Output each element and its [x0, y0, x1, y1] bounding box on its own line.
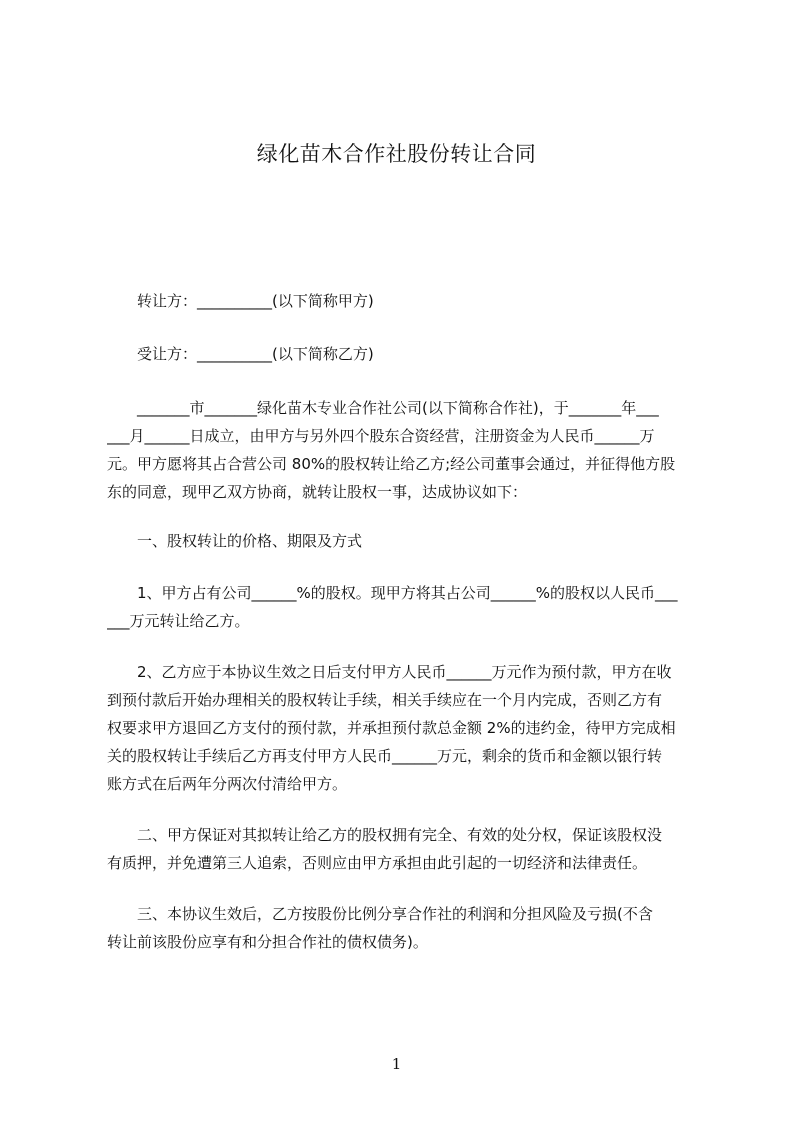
document-title: 绿化苗木合作社股份转让合同: [256, 142, 537, 166]
intro-paragraph-line: 东的同意，现甲乙双方协商，就转让股权一事，达成协议如下：: [107, 483, 528, 501]
section-heading-1: 一、股权转让的价格、期限及方式: [107, 532, 363, 550]
clause-1-line: ___万元转让给乙方。: [107, 612, 250, 630]
page-number: 1: [391, 1055, 402, 1073]
intro-paragraph-line: ___月______日成立，由甲方与另外四个股东合资经营，注册资金为人民币______万: [107, 427, 655, 445]
clause-2-line: 权要求甲方退回乙方支付的预付款，并承担预付款总金额 2%的违约金，待甲方完成相: [107, 719, 676, 737]
transferee-line: 受让方：__________(以下简称乙方): [107, 345, 374, 363]
section-2-line: 二、甲方保证对其拟转让给乙方的股权拥有完全、有效的处分权，保证该股权没: [107, 826, 663, 844]
clause-1-line: 1、甲方占有公司______%的股权。现甲方将其占公司______%的股权以人民币___: [107, 584, 678, 602]
transferor-line: 转让方：__________(以下简称甲方): [107, 292, 374, 310]
clause-2-line: 关的股权转让手续后乙方再支付甲方人民币______万元，剩余的货币和金额以银行转: [107, 747, 663, 765]
clause-2-line: 账方式在后两年分两次付清给甲方。: [107, 775, 348, 793]
section-2-line: 有质押，并免遭第三人追索，否则应由甲方承担由此引起的一切经济和法律责任。: [107, 854, 648, 872]
clause-2-line: 2、乙方应于本协议生效之日后支付甲方人民币______万元作为预付款，甲方在收: [107, 663, 672, 681]
intro-paragraph-line: _______市_______绿化苗木专业合作社公司(以下简称合作社)，于_______年___: [107, 399, 659, 417]
intro-paragraph-line: 元。甲方愿将其占合营公司 80%的股权转让给乙方;经公司董事会通过，并征得他方股: [107, 455, 676, 473]
section-3-line: 三、本协议生效后，乙方按股份比例分享合作社的利润和分担风险及亏损(不含: [107, 905, 653, 923]
section-3-line: 转让前该股份应享有和分担合作社的债权债务)。: [107, 933, 428, 951]
clause-2-line: 到预付款后开始办理相关的股权转让手续，相关手续应在一个月内完成，否则乙方有: [107, 691, 663, 709]
